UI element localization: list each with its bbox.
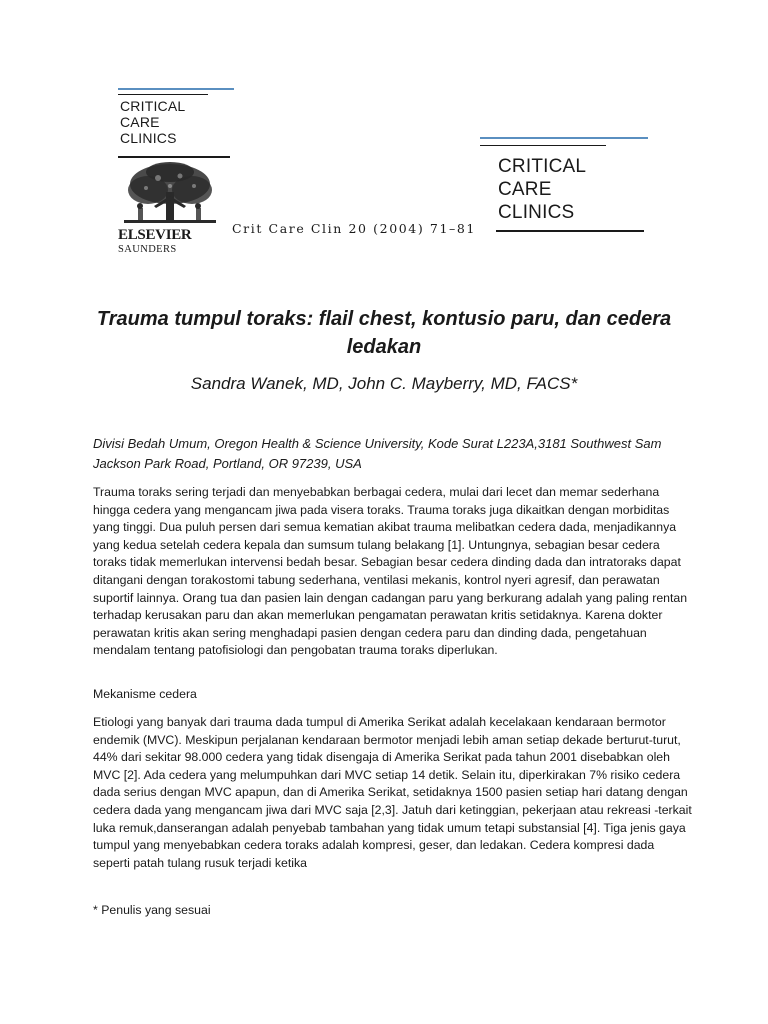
body-paragraph-mechanism: Etiologi yang banyak dari trauma dada tumpul di Amerika Serikat adalah kecelakaan kendaraan bermotor endemik (MVC). Meskipun perjalanan kendaraan bermotor menjadi lebih aman setiap dekade berturut-turut, 44% dari sekitar 98.000 cedera yang tidak disengaja di Amerika Serikat pada tahun 2001 disebabkan oleh MVC [2]. Ada cedera yang melumpuhkan dari MVC setiap 14 detik. Selain itu, diperkirakan 7% risiko cedera dada serius dengan MVC apapun, dan di Amerika Serikat, setidaknya 1500 pasien setiap hari datang dengan cedera dada yang mengancam jiwa dari MVC saja [2,3]. Jatuh dari ketinggian, pekerjaan atau rekreasi -terkait luka remuk,danserangan adalah penyebab tambahan yang tidak umum tetapi substansial [4]. Tiga jenis gaya tumpul yang menyebabkan cedera toraks adalah kompresi, geser, dan ledakan. Cedera kompresi dada seperti patah tulang rusuk terjadi ketika (93, 715, 692, 870)
logo-rule-thin (118, 94, 208, 95)
article-title: Trauma tumpul toraks: flail chest, kontusio paru, dan cedera ledakan (96, 308, 672, 358)
section-heading: Mekanisme cedera (93, 687, 197, 701)
journal-name-right: CRITICAL CARE CLINICS (498, 156, 587, 223)
article-authors: Sandra Wanek, MD, John C. Mayberry, MD, FACS* (190, 374, 578, 393)
logo-rule-accent (118, 88, 234, 90)
logo-right-rule-thin (480, 145, 606, 146)
logo-rule-bottom (118, 156, 230, 158)
logo-right-rule-accent (480, 137, 648, 139)
corresponding-author-footnote: * Penulis yang sesuai (93, 903, 211, 917)
journal-citation: Crit Care Clin 20 (2004) 71–81 (232, 221, 476, 236)
journal-name-left: CRITICAL CARE CLINICS (120, 98, 186, 146)
publisher-name: ELSEVIER (118, 227, 192, 243)
journal-logo-right (478, 137, 648, 233)
tree-logo-icon (118, 162, 222, 228)
body-paragraph-intro: Trauma toraks sering terjadi dan menyebabkan berbagai cedera, mulai dari lecet dan memar sederhana hingga cedera yang mengancam jiwa pada visera toraks. Trauma toraks juga dikaitkan dengan morbiditas yang tinggi. Dua puluh persen dari semua kematian akibat trauma melibatkan cedera dada, menjadikannya yang kedua setelah cedera kepala dan sumsum tulang belakang [1]. Untungnya, sebagian besar cedera toraks tidak memerlukan intervensi bedah besar. Sebagian besar cedera dinding dada dan intratoraks dapat ditangani dengan torakostomi tabung sederhana, ventilasi mekanis, kontrol nyeri agresif, dan perawatan suportif lainnya. Orang tua dan pasien lain dengan cadangan paru yang berkurang adalah yang paling rentan terhadap kerusakan paru dan akan memerlukan pengamatan perawatan kritis setidaknya. Karena dokter perawatan kritis akan sering menghadapi pasien dengan cedera paru dan dinding dada, pengetahuan mendalam tentang patofisiologi dan pengobatan trauma toraks diperlukan. (93, 485, 688, 658)
logo-right-rule-bottom (496, 230, 644, 232)
author-affiliation: Divisi Bedah Umum, Oregon Health & Science University, Kode Surat L223A,3181 Southwest Sam Jackson Park Road, Portland, OR 97239, USA (93, 436, 662, 471)
publisher-imprint: SAUNDERS (118, 244, 177, 255)
